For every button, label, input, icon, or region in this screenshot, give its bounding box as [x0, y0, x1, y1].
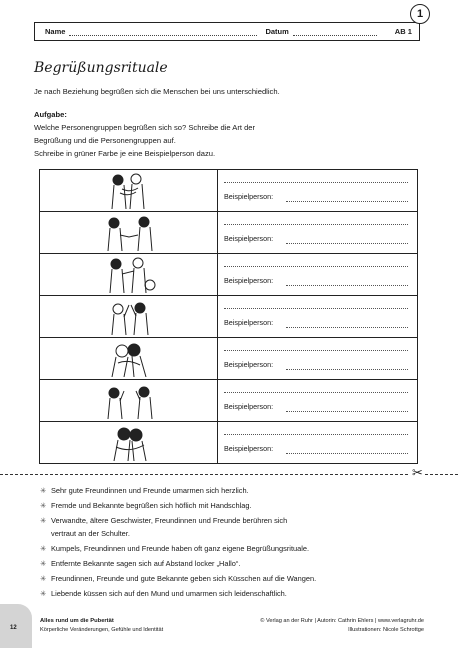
table-row	[40, 338, 417, 380]
illustration-shoulder-touch	[40, 254, 218, 295]
table-row	[40, 212, 417, 254]
statement-item: ✳ Freundinnen, Freunde und gute Bekannte geben sich Küsschen auf die Wangen.	[40, 574, 317, 583]
asterisk-icon: ✳	[40, 574, 47, 583]
example-person-label: Beispielperson:	[224, 234, 274, 243]
asterisk-icon: ✳	[40, 516, 47, 525]
date-label: Datum	[265, 27, 289, 36]
illustration-cheek-kiss	[40, 338, 218, 379]
table-row	[40, 170, 417, 212]
date-field[interactable]	[293, 28, 377, 36]
example-person-field[interactable]	[286, 369, 408, 370]
illustration-couple-kiss	[40, 422, 218, 464]
answer-line[interactable]	[224, 182, 408, 183]
example-person-field[interactable]	[286, 201, 408, 202]
book-subtitle: Körperliche Veränderungen, Gefühle und Identität	[40, 627, 164, 633]
example-person-label: Beispielperson:	[224, 192, 274, 201]
example-person-label: Beispielperson:	[224, 360, 274, 369]
table-row	[40, 296, 417, 338]
scissors-icon: ✂	[412, 465, 423, 480]
table-row	[40, 380, 417, 422]
example-person-field[interactable]	[286, 243, 408, 244]
illustration-high-five	[40, 296, 218, 337]
task-line: Begrüßung und die Personengruppen auf.	[34, 136, 176, 145]
statement-item: ✳ Liebende küssen sich auf den Mund und umarmen sich leidenschaftlich.	[40, 589, 287, 598]
statement-item: ✳ Kumpels, Freundinnen und Freunde haben oft ganz eigene Begrüßungsrituale.	[40, 544, 310, 553]
name-label: Name	[45, 27, 66, 36]
statement-item: ✳ Verwandte, ältere Geschwister, Freundinnen und Freunde berühren sich	[40, 516, 288, 525]
name-field[interactable]	[69, 28, 257, 36]
answer-line[interactable]	[224, 392, 408, 393]
example-person-field[interactable]	[286, 411, 408, 412]
greeting-table	[39, 169, 418, 464]
example-person-label: Beispielperson:	[224, 276, 274, 285]
book-title: Alles rund um die Pubertät	[40, 618, 114, 624]
example-person-label: Beispielperson:	[224, 318, 274, 327]
example-person-field[interactable]	[286, 327, 408, 328]
statement-item: ✳ Sehr gute Freundinnen und Freunde umarmen sich herzlich.	[40, 486, 249, 495]
answer-line[interactable]	[224, 434, 408, 435]
cut-line	[0, 474, 458, 475]
illustration-hugging	[40, 170, 218, 211]
illustrator-credit: Illustrationen: Nicole Schrottge	[348, 627, 424, 633]
page-title: Begrüßungsrituale	[34, 60, 168, 76]
table-row	[40, 254, 417, 296]
task-line: Welche Personengruppen begrüßen sich so? Schreibe die Art der	[34, 123, 256, 132]
publisher-credit: © Verlag an der Ruhr | Autorin: Cathrin Ehlers | www.verlagruhr.de	[260, 618, 424, 624]
example-person-field[interactable]	[286, 285, 408, 286]
task-line: Schreibe in grüner Farbe je eine Beispielperson dazu.	[34, 149, 216, 158]
answer-line[interactable]	[224, 350, 408, 351]
asterisk-icon: ✳	[40, 501, 47, 510]
intro-text: Je nach Beziehung begrüßen sich die Menschen bei uns unterschiedlich.	[34, 87, 280, 96]
table-row	[40, 422, 417, 464]
page-number: 12	[10, 625, 17, 631]
sheet-id: AB 1	[394, 27, 412, 36]
name-date-header	[34, 22, 420, 41]
answer-line[interactable]	[224, 266, 408, 267]
answer-line[interactable]	[224, 308, 408, 309]
asterisk-icon: ✳	[40, 544, 47, 553]
statement-item: ✳ Entfernte Bekannte sagen sich auf Abstand locker „Hallo“.	[40, 559, 241, 568]
answer-line[interactable]	[224, 224, 408, 225]
asterisk-icon: ✳	[40, 589, 47, 598]
example-person-label: Beispielperson:	[224, 402, 274, 411]
page-circle-badge: 1	[410, 4, 430, 24]
example-person-field[interactable]	[286, 453, 408, 454]
asterisk-icon: ✳	[40, 486, 47, 495]
task-heading: Aufgabe:	[34, 110, 67, 119]
example-person-label: Beispielperson:	[224, 444, 274, 453]
illustration-wave	[40, 380, 218, 421]
statement-item: ✳ Fremde und Bekannte begrüßen sich höflich mit Handschlag.	[40, 501, 252, 510]
asterisk-icon: ✳	[40, 559, 47, 568]
illustration-handshake	[40, 212, 218, 253]
statement-item: vertraut an der Schulter.	[51, 529, 130, 538]
